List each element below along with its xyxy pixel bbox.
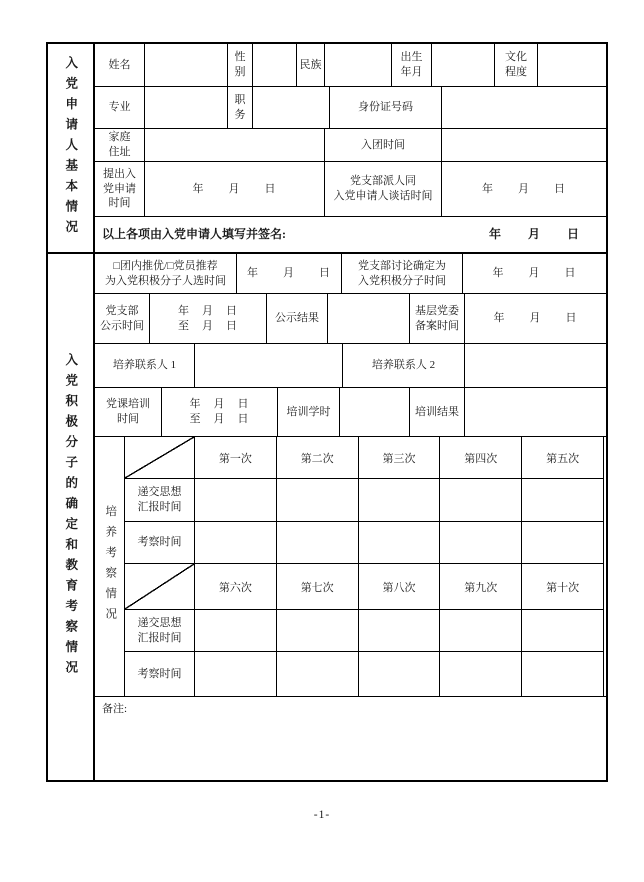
publicity-result-label-cell: 公示结果 <box>267 294 328 343</box>
ethnicity-value-cell <box>325 44 392 86</box>
committee-record-date-cell: 年 月 日 <box>493 312 578 325</box>
address-label-cell: 家庭 住址 <box>95 129 145 161</box>
header-time-8: 第八次 <box>359 564 441 609</box>
inspect-value-cell <box>359 522 441 563</box>
inspect-value-cell <box>440 652 522 696</box>
apply-time-label-cell: 提出入 党申请 时间 <box>95 162 145 216</box>
report-value-cell <box>277 479 359 521</box>
header-time-10: 第十次 <box>546 581 580 594</box>
row-name <box>95 44 606 87</box>
section-activist-content <box>95 254 606 780</box>
report-row-2 <box>125 610 603 652</box>
inspect-row-2 <box>125 652 603 696</box>
id-number-label-cell: 身份证号码 <box>330 87 442 128</box>
report-value-cell <box>522 610 603 651</box>
name-label-cell: 姓名 <box>95 44 145 86</box>
publicity-result-value-cell <box>328 294 410 343</box>
observation-header-row-2 <box>125 564 603 610</box>
contact2-value-cell <box>465 344 606 387</box>
inspect-value-cell <box>195 522 277 563</box>
gender-label-cell: 性 别 <box>228 44 253 86</box>
inspect-value-cell <box>522 522 603 563</box>
training-date-cell: 年 月 日 至 月 日 <box>162 388 278 436</box>
training-hours-label-cell: 培训学时 <box>278 388 340 436</box>
row-remark <box>95 697 606 780</box>
report-row-1 <box>125 479 603 522</box>
report-label-cell: 递交思想 汇报时间 <box>125 610 195 651</box>
row-contacts <box>95 344 606 388</box>
contact1-value-cell <box>195 344 343 387</box>
report-value-cell <box>359 479 441 521</box>
name-value-cell <box>145 44 228 86</box>
training-result-value-cell <box>465 388 606 436</box>
report-value-cell <box>195 610 277 651</box>
header-time-3: 第三次 <box>359 437 441 478</box>
signature-note: 以上各项由入党申请人填写并签名: <box>102 227 286 242</box>
gender-value-cell <box>253 44 297 86</box>
section-activist <box>48 254 606 780</box>
position-value-cell <box>253 87 330 128</box>
form-table <box>46 42 608 782</box>
talk-time-label-cell: 党支部派人同 入党申请人谈话时间 <box>325 162 442 216</box>
report-label-cell: 递交思想 汇报时间 <box>125 479 195 521</box>
inspect-row-1 <box>125 522 603 564</box>
row-publicity <box>95 294 606 344</box>
header-time-4: 第四次 <box>440 437 522 478</box>
inspect-value-cell <box>277 652 359 696</box>
page-number: -1- <box>313 809 331 821</box>
inspect-label-cell: 考察时间 <box>125 652 195 696</box>
report-value-cell <box>277 610 359 651</box>
position-label-cell: 职 务 <box>228 87 253 128</box>
observation-strip-label: 培养考察情况 <box>104 505 117 628</box>
remark-cell <box>95 697 606 780</box>
header-time-2: 第二次 <box>277 437 359 478</box>
inspect-value-cell <box>359 652 441 696</box>
row-address <box>95 129 606 162</box>
ethnicity-label-cell: 民族 <box>297 44 325 86</box>
confirm-date-cell: 年 月 日 <box>492 267 577 280</box>
section-activist-side-label: 入党积极分子的确定和教育考察情况 <box>63 353 78 681</box>
report-value-cell <box>440 610 522 651</box>
section-activist-side <box>48 254 95 780</box>
major-value-cell <box>145 87 228 128</box>
row-observation <box>95 437 606 697</box>
diagonal-cell <box>125 564 195 609</box>
inspect-value-cell <box>440 522 522 563</box>
header-time-6: 第六次 <box>195 564 277 609</box>
apply-date-cell: 年 月 日 <box>145 162 325 216</box>
contact2-label-cell: 培养联系人 2 <box>343 344 465 387</box>
row-recommend <box>95 254 606 294</box>
recommend-date-cell: 年 月 日 <box>237 254 342 293</box>
inspect-value-cell <box>195 652 277 696</box>
signature-cell <box>95 217 606 252</box>
committee-record-label-cell: 基层党委 备案时间 <box>410 294 465 343</box>
header-time-7: 第七次 <box>277 564 359 609</box>
section-basic-content <box>95 44 606 252</box>
inspect-value-cell <box>277 522 359 563</box>
report-value-cell <box>440 479 522 521</box>
inspect-value-cell <box>522 652 603 696</box>
id-number-value-cell <box>442 87 606 128</box>
training-result-label-cell: 培训结果 <box>410 388 465 436</box>
section-basic-side-label: 入党申请人基本情况 <box>63 55 78 241</box>
header-time-5: 第五次 <box>546 452 580 465</box>
observation-grid <box>125 437 604 696</box>
league-join-value-cell <box>442 129 606 161</box>
row-apply-time <box>95 162 606 217</box>
contact1-label-cell: 培养联系人 1 <box>95 344 195 387</box>
observation-header-row-1 <box>125 437 603 479</box>
confirm-label-cell: 党支部讨论确定为 入党积极分子时间 <box>342 254 463 293</box>
signature-date: 年 月 日 <box>488 227 580 242</box>
major-label-cell: 专业 <box>95 87 145 128</box>
remark-label: 备注: <box>102 703 128 715</box>
education-value-cell <box>538 44 606 86</box>
league-join-label-cell: 入团时间 <box>325 129 442 161</box>
training-label-cell: 党课培训 时间 <box>95 388 162 436</box>
education-label-cell: 文化 程度 <box>495 44 538 86</box>
row-major <box>95 87 606 129</box>
address-value-cell <box>145 129 325 161</box>
publicity-label-cell: 党支部 公示时间 <box>95 294 150 343</box>
header-time-1: 第一次 <box>195 437 277 478</box>
section-basic-info <box>48 44 606 254</box>
report-value-cell <box>195 479 277 521</box>
birth-value-cell <box>432 44 495 86</box>
report-value-cell <box>359 610 441 651</box>
inspect-label-cell: 考察时间 <box>125 522 195 563</box>
birth-label-cell: 出生 年月 <box>392 44 432 86</box>
publicity-date-cell: 年 月 日 至 月 日 <box>150 294 267 343</box>
training-hours-value-cell <box>340 388 410 436</box>
diagonal-cell <box>125 437 195 478</box>
header-time-9: 第九次 <box>440 564 522 609</box>
observation-strip-cell <box>95 437 125 696</box>
report-value-cell <box>522 479 603 521</box>
row-training <box>95 388 606 437</box>
recommend-label-cell: □团内推优/□党员推荐 为入党积极分子人选时间 <box>95 254 237 293</box>
section-basic-side <box>48 44 95 252</box>
row-signature <box>95 217 606 252</box>
talk-date-cell: 年 月 日 <box>482 182 566 195</box>
